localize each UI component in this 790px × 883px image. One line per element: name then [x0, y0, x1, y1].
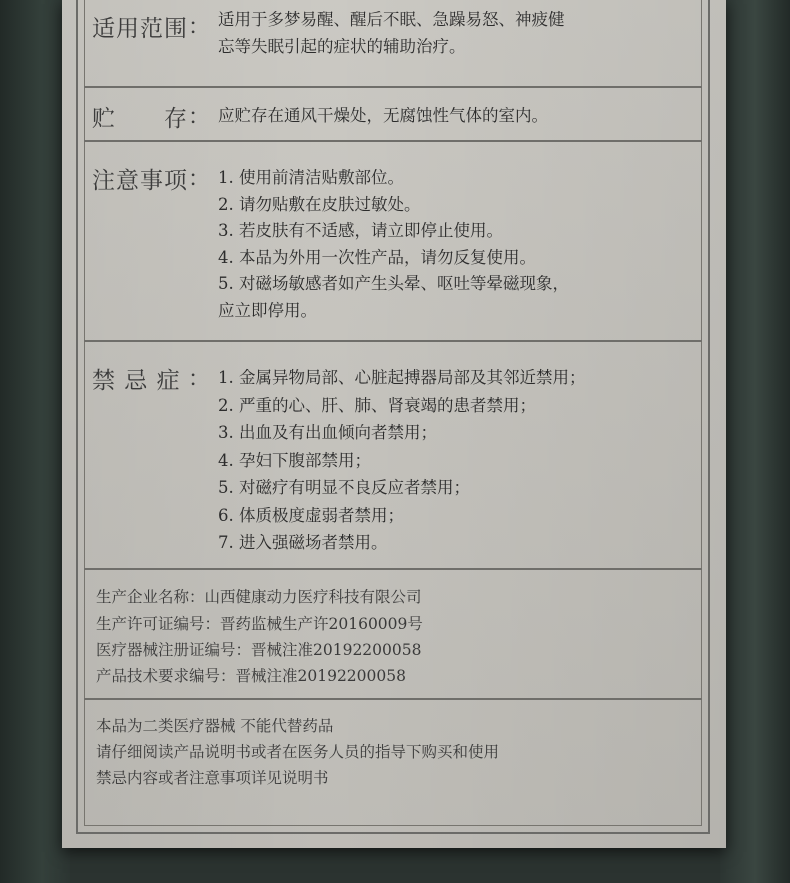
instruction-sheet: [62, 0, 726, 848]
contraindication-item: 2. 严重的心、肝、肺、肾衰竭的患者禁用；: [218, 395, 536, 415]
precautions-content: [218, 165, 696, 324]
storage-section: [84, 88, 702, 142]
scope-line: 忘等失眠引起的症状的辅助治疗。: [218, 37, 466, 56]
technical-requirement-number: 产品技术要求编号：晋械注准20192200058: [96, 667, 406, 685]
precaution-item: 应立即停用。: [218, 300, 317, 320]
background-left: [0, 0, 70, 883]
scope-colon: ：: [188, 15, 211, 40]
precautions-label: 注意事项: [92, 168, 188, 194]
storage-colon: ：: [188, 105, 211, 130]
storage-label-1: 贮: [92, 106, 116, 132]
divider: [84, 698, 702, 700]
production-license: 生产许可证编号：晋药监械生产许20160009号: [96, 615, 423, 633]
storage-text: 应贮存在通风干燥处，无腐蚀性气体的室内。: [218, 106, 548, 125]
storage-label-2: 存: [164, 106, 188, 132]
precaution-item: 3. 若皮肤有不适感，请立即停止使用。: [218, 221, 503, 240]
note-line: 本品为二类医疗器械 不能代替药品: [96, 717, 334, 735]
precaution-item: 1. 使用前清洁贴敷部位。: [218, 168, 404, 187]
contraindications-label: 禁 忌 症: [92, 368, 181, 394]
contraindication-item: 6. 体质极度虚弱者禁用；: [218, 505, 404, 525]
storage-content: [218, 102, 696, 129]
scope-section: [84, 0, 702, 88]
scope-content: [218, 6, 696, 60]
contraindication-item: 3. 出血及有出血倾向者禁用；: [218, 423, 437, 442]
note-line: 请仔细阅读产品说明书或者在医务人员的指导下购买和使用: [96, 743, 500, 761]
contraindications-section: [84, 342, 702, 570]
scope-label: 适用范围: [92, 16, 188, 42]
precaution-item: 2. 请勿贴敷在皮肤过敏处。: [218, 194, 421, 214]
contraindications-content: [218, 364, 696, 557]
scope-line: 适用于多梦易醒、醒后不眠、急躁易怒、神疲健: [218, 10, 565, 29]
precautions-section: [84, 142, 702, 342]
registration-number: 医疗器械注册证编号：晋械注准20192200058: [96, 641, 422, 659]
precaution-item: 4. 本品为外用一次性产品，请勿反复使用。: [218, 247, 536, 267]
background-right: [720, 0, 790, 883]
manufacturer-name: 生产企业名称：山西健康动力医疗科技有限公司: [96, 588, 422, 606]
precautions-colon: ：: [188, 167, 211, 192]
precaution-item: 5. 对磁场敏感者如产生头晕、呕吐等晕磁现象，: [218, 274, 569, 293]
note-line: 禁忌内容或者注意事项详见说明书: [96, 769, 329, 787]
contraindication-item: 7. 进入强磁场者禁用。: [218, 533, 388, 552]
contraindication-item: 5. 对磁疗有明显不良反应者禁用；: [218, 478, 470, 497]
contraindications-colon: ：: [188, 367, 211, 392]
contraindication-item: 1. 金属异物局部、心脏起搏器局部及其邻近禁用；: [218, 368, 586, 387]
contraindication-item: 4. 孕妇下腹部禁用；: [218, 450, 371, 470]
